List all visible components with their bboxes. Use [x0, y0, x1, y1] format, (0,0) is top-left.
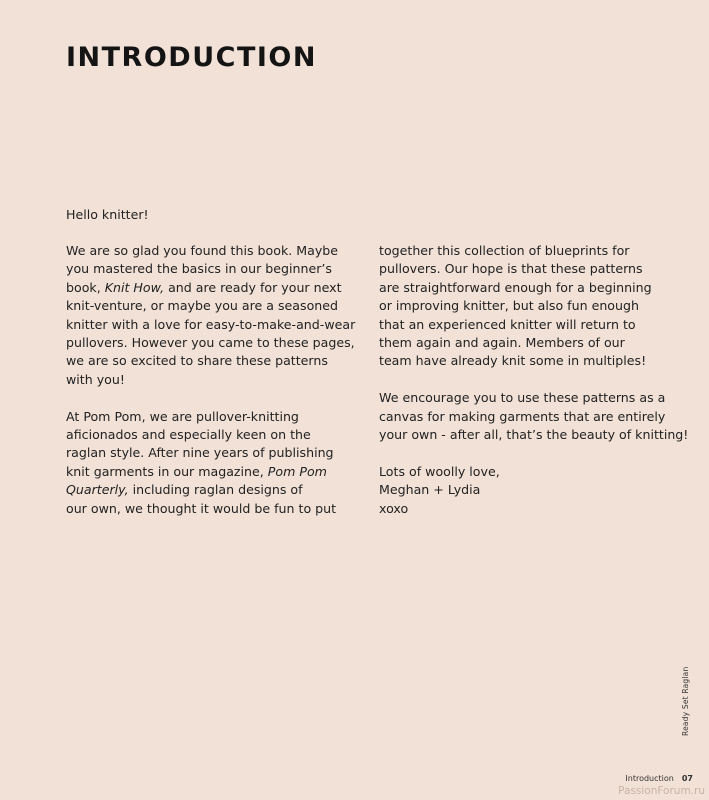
text-line: pullovers. However you came to these pages, [66, 335, 355, 351]
text-line: knit-venture, or maybe you are a seasoned [66, 298, 338, 314]
footer-section: Introduction [625, 774, 674, 783]
right-column [379, 242, 689, 518]
magazine-title: Pom Pom [267, 463, 327, 479]
text-line: aficionados and especially keen on the [66, 427, 311, 443]
text-line: your own - after all, that’s the beauty of knitting! [379, 427, 689, 443]
book-title-side-label: Ready Set Raglan [681, 666, 690, 736]
text-line: book, Knit How, and are ready for your next [66, 279, 342, 295]
text-line: that an experienced knitter will return to [379, 316, 636, 332]
paragraph-encourage [379, 389, 689, 444]
text-line: At Pom Pom, we are pullover-knitting [66, 408, 299, 424]
text-line: Meghan + Lydia [379, 482, 481, 498]
magazine-title-cont: Quarterly, [66, 482, 129, 498]
paragraph-pom-pom [66, 408, 356, 518]
text-line: knit garments in our magazine, Pom Pom [66, 463, 327, 479]
text-line: with you! [66, 371, 125, 387]
signoff [379, 463, 679, 518]
text-line: them again and again. Members of our [379, 335, 625, 351]
paragraph-collection [379, 242, 679, 371]
text-line: together this collection of blueprints for [379, 243, 630, 258]
page-footer [625, 774, 693, 783]
book-title-knit-how: Knit How, [104, 279, 165, 295]
greeting: Hello knitter! [66, 207, 149, 222]
page-title: INTRODUCTION [66, 42, 317, 73]
page-number: 07 [681, 774, 693, 783]
text-line: knitter with a love for easy-to-make-and-wear [66, 316, 356, 332]
text-line: are straightforward enough for a beginning [379, 279, 652, 295]
text-line: team have already knit some in multiples! [379, 353, 647, 369]
watermark: PassionForum.ru [618, 785, 705, 797]
text-line: pullovers. Our hope is that these patterns [379, 261, 643, 277]
text-line: canvas for making garments that are entirely [379, 408, 666, 424]
text-line: We encourage you to use these patterns as a [379, 390, 666, 406]
text-line: we are so excited to share these patterns [66, 353, 328, 369]
text-line: you mastered the basics in our beginner’s [66, 261, 332, 277]
text-line: our own, we thought it would be fun to put [66, 500, 337, 516]
paragraph-intro [66, 242, 356, 389]
left-column [66, 242, 356, 518]
text-line: Quarterly, including raglan designs of [66, 482, 303, 498]
text-line: xoxo [379, 500, 409, 516]
text-line: or improving knitter, but also fun enough [379, 298, 639, 314]
text-line: Lots of woolly love, [379, 463, 500, 479]
text-line: raglan style. After nine years of publishing [66, 445, 334, 461]
text-line: We are so glad you found this book. Maybe [66, 243, 339, 258]
